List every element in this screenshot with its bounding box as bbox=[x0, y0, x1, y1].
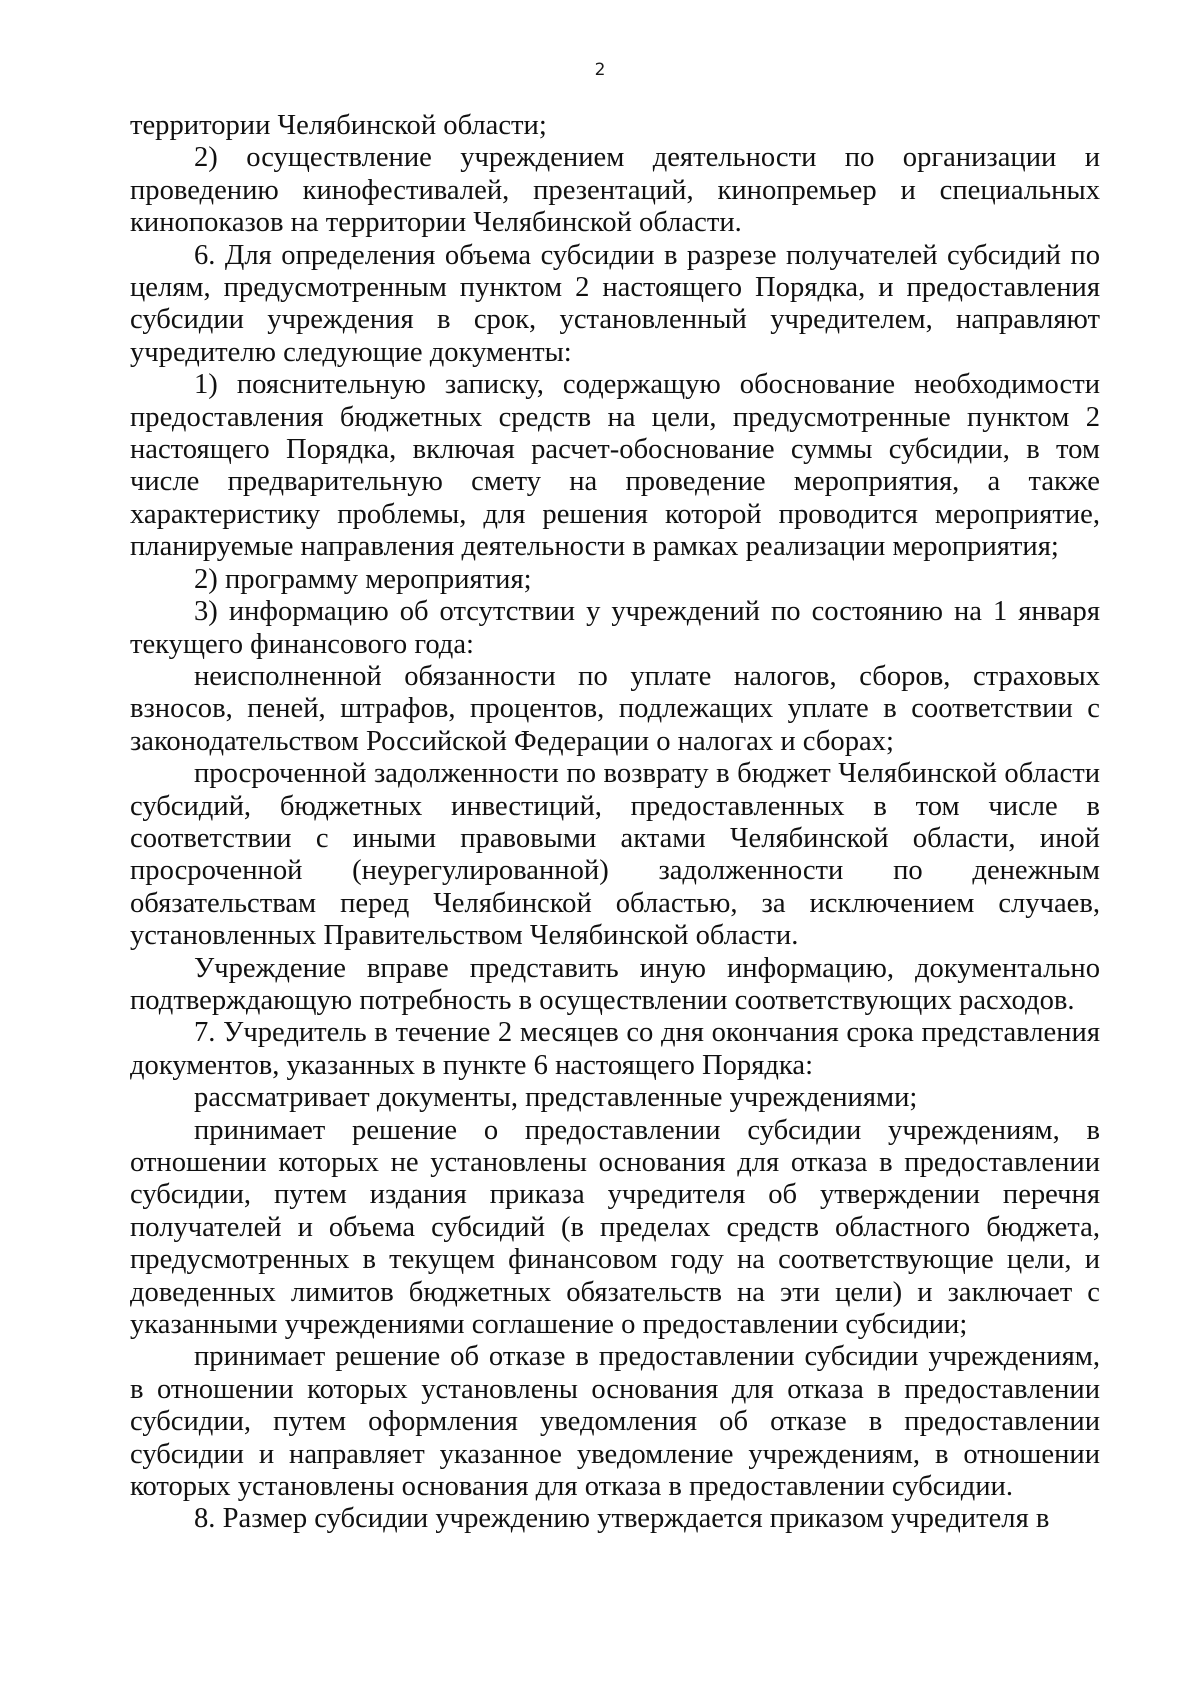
page-number: 2 bbox=[594, 60, 606, 80]
paragraph-unfulfilled-obligation: неисполненной обязанности по уплате налогов, сборов, страховых взносов, пеней, штрафов, процентов, подлежащих уплате в соответствии с законодательством Российской Федерации о налогах и сборах; bbox=[130, 660, 1100, 757]
paragraph-item-2-festivals: 2) осуществление учреждением деятельности по организации и проведению кинофестивалей, презентаций, кинопремьер и специальных кинопоказов на территории Челябинской области. bbox=[130, 142, 1100, 239]
paragraph-reviews-documents: рассматривает документы, представленные учреждениями; bbox=[194, 1082, 918, 1114]
paragraph-refusal-decision: принимает решение об отказе в предоставлении субсидии учреждениям, в отношении которых установлены основания для отказа в предоставлении субсидии, путем оформления уведомления об отказе в предоставлении субсидии и направляет указанное уведомление учреждениям, в отношении которых установлены основания для отказа в предоставлении субсидии. bbox=[130, 1341, 1100, 1503]
paragraph-overdue-debt: просроченной задолженности по возврату в бюджет Челябинской области субсидий, бюджетных инвестиций, предоставленных в том числе в соответствии с иными правовыми актами Челябинской области, иной просроченной (неурегулированной) задолженности по денежным обязательствам перед Челябинской областью, за исключением случаев, установленных Правительством Челябинской области. bbox=[130, 758, 1100, 952]
paragraph-item-2-program: 2) программу мероприятия; bbox=[194, 563, 532, 595]
paragraph-additional-information: Учреждение вправе представить иную информацию, документально подтверждающую потребность в осуществлении соответствующих расходов. bbox=[130, 952, 1100, 1016]
paragraph-item-3-information: 3) информацию об отсутствии у учреждений по состоянию на 1 января текущего финансового года: bbox=[130, 596, 1100, 660]
paragraph-grant-decision: принимает решение о предоставлении субсидии учреждениям, в отношении которых не установлены основания для отказа в предоставлении субсидии, путем издания приказа учредителя об утверждении перечня получателей и объема субсидий (в пределах средств областного бюджета, предусмотренных в текущем финансовом году на соответствующие цели, и доведенных лимитов бюджетных обязательств на эти цели) и заключает с указанными учреждениями соглашение о предоставлении субсидии; bbox=[130, 1114, 1100, 1341]
paragraph-item-1-explanatory-note: 1) пояснительную записку, содержащую обоснование необходимости предоставления бюджетных средств на цели, предусмотренные пунктом 2 настоящего Порядка, включая расчет-обоснование суммы субсидии, в том числе предварительную смету на проведение мероприятия, а также характеристику проблемы, для решения которой проводится мероприятие, планируемые направления деятельности в рамках реализации мероприятия; bbox=[130, 369, 1100, 563]
paragraph-territory-continuation: территории Челябинской области; bbox=[130, 110, 547, 141]
paragraph-section-7: 7. Учредитель в течение 2 месяцев со дня окончания срока представления документов, указанных в пункте 6 настоящего Порядка: bbox=[130, 1017, 1100, 1081]
document-body bbox=[130, 110, 1100, 1536]
paragraph-section-8: 8. Размер субсидии учреждению утверждается приказом учредителя в bbox=[194, 1503, 1050, 1535]
paragraph-section-6: 6. Для определения объема субсидии в разрезе получателей субсидий по целям, предусмотренным пунктом 2 настоящего Порядка, и предоставления субсидии учреждения в срок, установленный учредителем, направляют учредителю следующие документы: bbox=[130, 239, 1100, 368]
